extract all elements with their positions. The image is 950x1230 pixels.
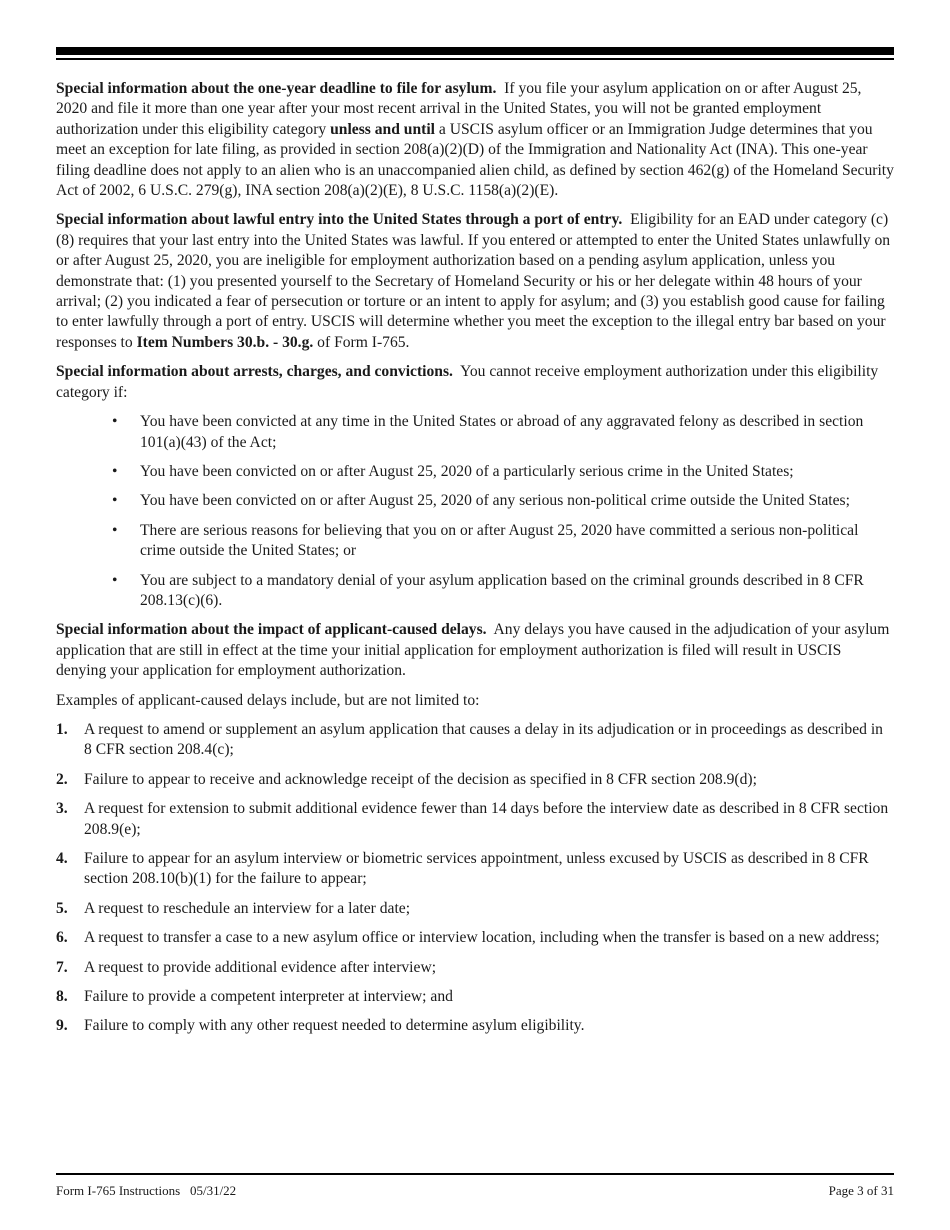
footer-page-number: Page 3 of 31 <box>828 1183 894 1198</box>
bullet-icon: • <box>112 521 118 539</box>
list-item <box>56 462 894 482</box>
bullet-icon: • <box>112 571 118 589</box>
lawful-entry-text-2: of Form I-765. <box>313 333 410 351</box>
list-item <box>56 987 894 1007</box>
item-number: 9. <box>56 1017 68 1035</box>
item-text: A request for extension to submit additional evidence fewer than 14 days before the interview date as described in 8 CFR section 208.9(e); <box>84 800 889 838</box>
arrests-bullet-list <box>56 412 894 611</box>
delays-heading: Special information about the impact of applicant-caused delays. <box>56 621 487 639</box>
footer-form-id: Form I-765 Instructions 05/31/22 <box>56 1183 237 1198</box>
bullet-text: You have been convicted on or after August 25, 2020 of any serious non-political crime outside the United States; <box>140 492 850 510</box>
bullet-text: There are serious reasons for believing that you on or after August 25, 2020 have committed a serious non-political crime outside the United States; or <box>140 521 859 560</box>
item-number: 7. <box>56 958 68 976</box>
list-item <box>56 491 894 511</box>
item-number: 3. <box>56 800 68 818</box>
list-item <box>56 928 894 948</box>
list-item <box>56 1016 894 1036</box>
delays-numbered-list <box>56 720 894 1037</box>
item-number: 4. <box>56 850 68 867</box>
item-text: A request to provide additional evidence after interview; <box>84 958 437 976</box>
list-item <box>56 799 894 840</box>
list-item <box>56 571 894 612</box>
arrests-text: You cannot receive employment authorization under this eligibility category if: <box>56 363 879 401</box>
asylum-deadline-text-2: a USCIS asylum officer or an Immigration Judge determines that you meet an exception for late filing, as provided in section 208(a)(2)(D) of the Immigration and Nationality Act (INA). This one-year filing deadline does not apply to an alien who is an unaccompanied alien child, as defined by section 462(g) of the Homeland Security Act of 2002, 6 U.S.C. 279(g), INA section 208(a)(2)(E), 8 U.S.C. 1158(a)(2)(E). <box>56 120 894 200</box>
list-item <box>56 412 894 453</box>
item-text: Failure to comply with any other request needed to determine asylum eligibility. <box>84 1017 585 1035</box>
item-number: 1. <box>56 720 68 738</box>
item-number: 5. <box>56 899 68 917</box>
list-item <box>56 521 894 562</box>
asylum-deadline-bold: unless and until <box>330 120 436 138</box>
asylum-deadline-paragraph <box>56 79 894 201</box>
lawful-entry-heading: Special information about lawful entry into the United States through a port of entry. <box>56 211 623 229</box>
asylum-deadline-heading: Special information about the one-year deadline to file for asylum. <box>56 80 497 97</box>
bullet-text: You are subject to a mandatory denial of your asylum application based on the criminal grounds described in 8 CFR 208.13(c)(6). <box>140 571 864 609</box>
list-item <box>56 849 894 890</box>
bullet-icon: • <box>112 492 118 510</box>
delays-text: Any delays you have caused in the adjudication of your asylum application that are still in effect at the time your initial application for employment authorization is filed will result in USCIS denying your application for employment authorization. <box>56 621 890 680</box>
item-number: 6. <box>56 929 68 947</box>
list-item <box>56 958 894 978</box>
item-text: Failure to appear to receive and acknowledge receipt of the decision as specified in 8 CFR section 208.9(d); <box>84 770 757 788</box>
lawful-entry-paragraph <box>56 210 894 353</box>
examples-intro: Examples of applicant-caused delays include, but are not limited to: <box>56 691 480 709</box>
page-content <box>56 79 894 1046</box>
lawful-entry-text-1: Eligibility for an EAD under category (c)(8) requires that your last entry into the United States was lawful. If you entered or attempted to enter the United States unlawfully on or after August 25, 2020, you are ineligible for employment authorization based on a pending asylum application, unless you demonstrate that: (1) you presented yourself to the Secretary of Homeland Security or his or her delegate within 48 hours of your arrival; (2) you indicated a fear of persecution or torture or an intent to apply for asylum; and (3) you establish good cause for failing to enter lawfully through a port of entry. USCIS will determine whether you meet the exception to the illegal entry bar based on your responses to <box>56 211 891 351</box>
header-rule-thick <box>56 47 894 55</box>
item-text: A request to amend or supplement an asylum application that causes a delay in its adjudication or in proceedings as described in 8 CFR section 208.4(c); <box>84 720 883 759</box>
item-text: Failure to provide a competent interpreter at interview; and <box>84 988 453 1006</box>
item-number: 8. <box>56 988 68 1006</box>
bullet-icon: • <box>112 462 118 480</box>
bullet-text: You have been convicted on or after August 25, 2020 of a particularly serious crime in the United States; <box>140 462 794 480</box>
list-item <box>56 770 894 790</box>
bullet-icon: • <box>112 413 118 431</box>
arrests-paragraph <box>56 362 894 403</box>
delays-paragraph <box>56 620 894 681</box>
item-text: A request to reschedule an interview for a later date; <box>84 899 411 917</box>
item-number: 2. <box>56 770 68 788</box>
footer-rule <box>56 1173 894 1175</box>
item-text: A request to transfer a case to a new asylum office or interview location, including when the transfer is based on a new address; <box>84 929 880 947</box>
header-rule-thin <box>56 58 894 60</box>
lawful-entry-bold: Item Numbers 30.b. - 30.g. <box>136 333 314 351</box>
list-item <box>56 899 894 919</box>
item-text: Failure to appear for an asylum interview or biometric services appointment, unless excused by USCIS as described in 8 CFR section 208.10(b)(1) for the failure to appear; <box>84 850 869 888</box>
bullet-text: You have been convicted at any time in the United States or abroad of any aggravated felony as described in section 101(a)(43) of the Act; <box>140 413 864 451</box>
list-item <box>56 720 894 761</box>
asylum-deadline-text-1: If you file your asylum application on or after August 25, 2020 and file it more than one year after your most recent arrival in the United States, you will not be granted employment authorization under this eligibility category <box>56 80 862 138</box>
arrests-heading: Special information about arrests, charges, and convictions. <box>56 363 453 381</box>
